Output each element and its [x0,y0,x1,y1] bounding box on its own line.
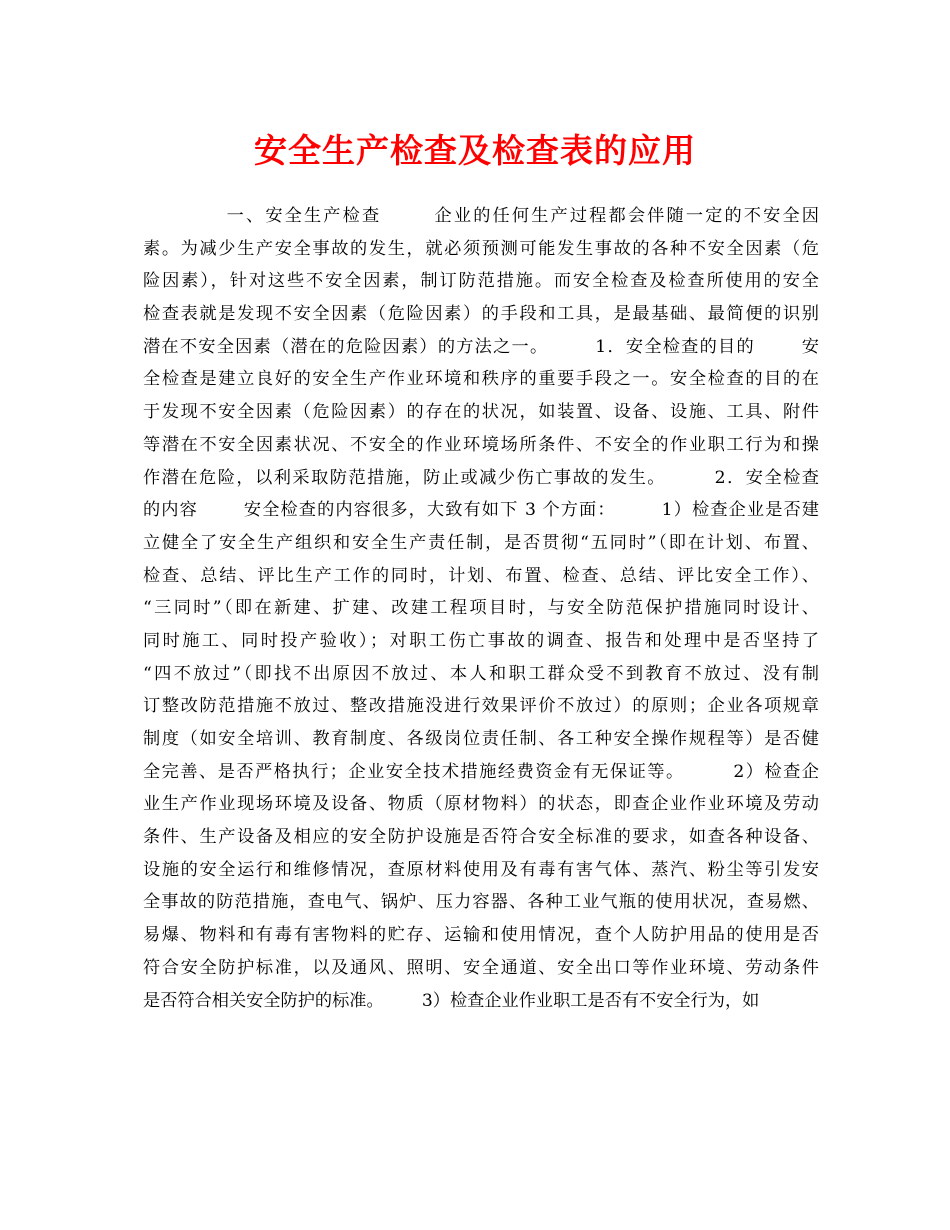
body-line: 一、安全生产检查 企业的任何生产过程都会伴随一定的不安全因 [143,206,819,226]
body-line: 符合安全防护标准，以及通风、照明、安全通道、安全出口等作业环境、劳动条件 [143,957,819,978]
body-line: 全检查是建立良好的安全生产作业环境和秩序的重要手段之一。安全检查的目的在 [143,369,819,390]
body-line: “四不放过”（即找不出原因不放过、本人和职工群众受不到教育不放过、没有制 [143,663,819,684]
body-line: 是否符合相关安全防护的标准。 3）检查企业作业职工是否有不安全行为，如 [143,990,760,1011]
body-line: 易爆、物料和有毒有害物料的贮存、运输和使用情况，查个人防护用品的使用是否 [143,925,819,946]
body-line: 立健全了安全生产组织和安全生产责任制，是否贯彻“五同时”（即在计划、布置、 [143,532,819,553]
body-line: 于发现不安全因素（危险因素）的存在的状况，如装置、设备、设施、工具、附件 [143,402,819,423]
body-line: 设施的安全运行和维修情况，查原材料使用及有毒有害气体、蒸汽、粉尘等引发安 [143,859,819,880]
body-line: 险因素），针对这些不安全因素，制订防范措施。而安全检查及检查所使用的安全 [143,271,819,292]
body-line: “三同时”（即在新建、扩建、改建工程项目时，与安全防范保护措施同时设计、 [143,598,819,619]
document-body [143,200,819,1017]
body-line: 检查、总结、评比生产工作的同时，计划、布置、检查、总结、评比安全工作）、 [143,565,819,586]
body-line: 全完善、是否严格执行；企业安全技术措施经费资金有无保证等。 2）检查企 [143,761,819,782]
body-line: 检查表就是发现不安全因素（危险因素）的手段和工具，是最基础、最简便的识别 [143,304,819,325]
document-title: 安全生产检查及检查表的应用 [254,131,696,170]
body-line: 订整改防范措施不放过、整改措施没进行效果评价不放过）的原则；企业各项规章 [143,696,819,717]
body-line: 全事故的防范措施，查电气、锅炉、压力容器、各种工业气瓶的使用状况，查易燃、 [143,892,819,913]
body-line: 业生产作业现场环境及设备、物质（原材物料）的状态，即查企业作业环境及劳动 [143,794,819,815]
body-line: 条件、生产设备及相应的安全防护设施是否符合安全标准的要求，如查各种设备、 [143,827,819,848]
body-line: 等潜在不安全因素状况、不安全的作业环境场所条件、不安全的作业职工行为和操 [143,434,819,455]
body-line: 的内容 安全检查的内容很多，大致有如下 3 个方面： 1）检查企业是否建 [143,500,819,521]
body-line: 素。为减少生产安全事故的发生，就必须预测可能发生事故的各种不安全因素（危 [143,238,819,259]
body-line: 作潜在危险，以利采取防范措施，防止或减少伤亡事故的发生。 2．安全检查 [143,467,819,488]
body-line: 同时施工、同时投产验收）；对职工伤亡事故的调查、报告和处理中是否坚持了 [143,630,819,651]
body-line: 潜在不安全因素（潜在的危险因素）的方法之一。 1．安全检查的目的 安 [143,336,819,357]
body-line: 制度（如安全培训、教育制度、各级岗位责任制、各工种安全操作规程等）是否健 [143,729,819,749]
